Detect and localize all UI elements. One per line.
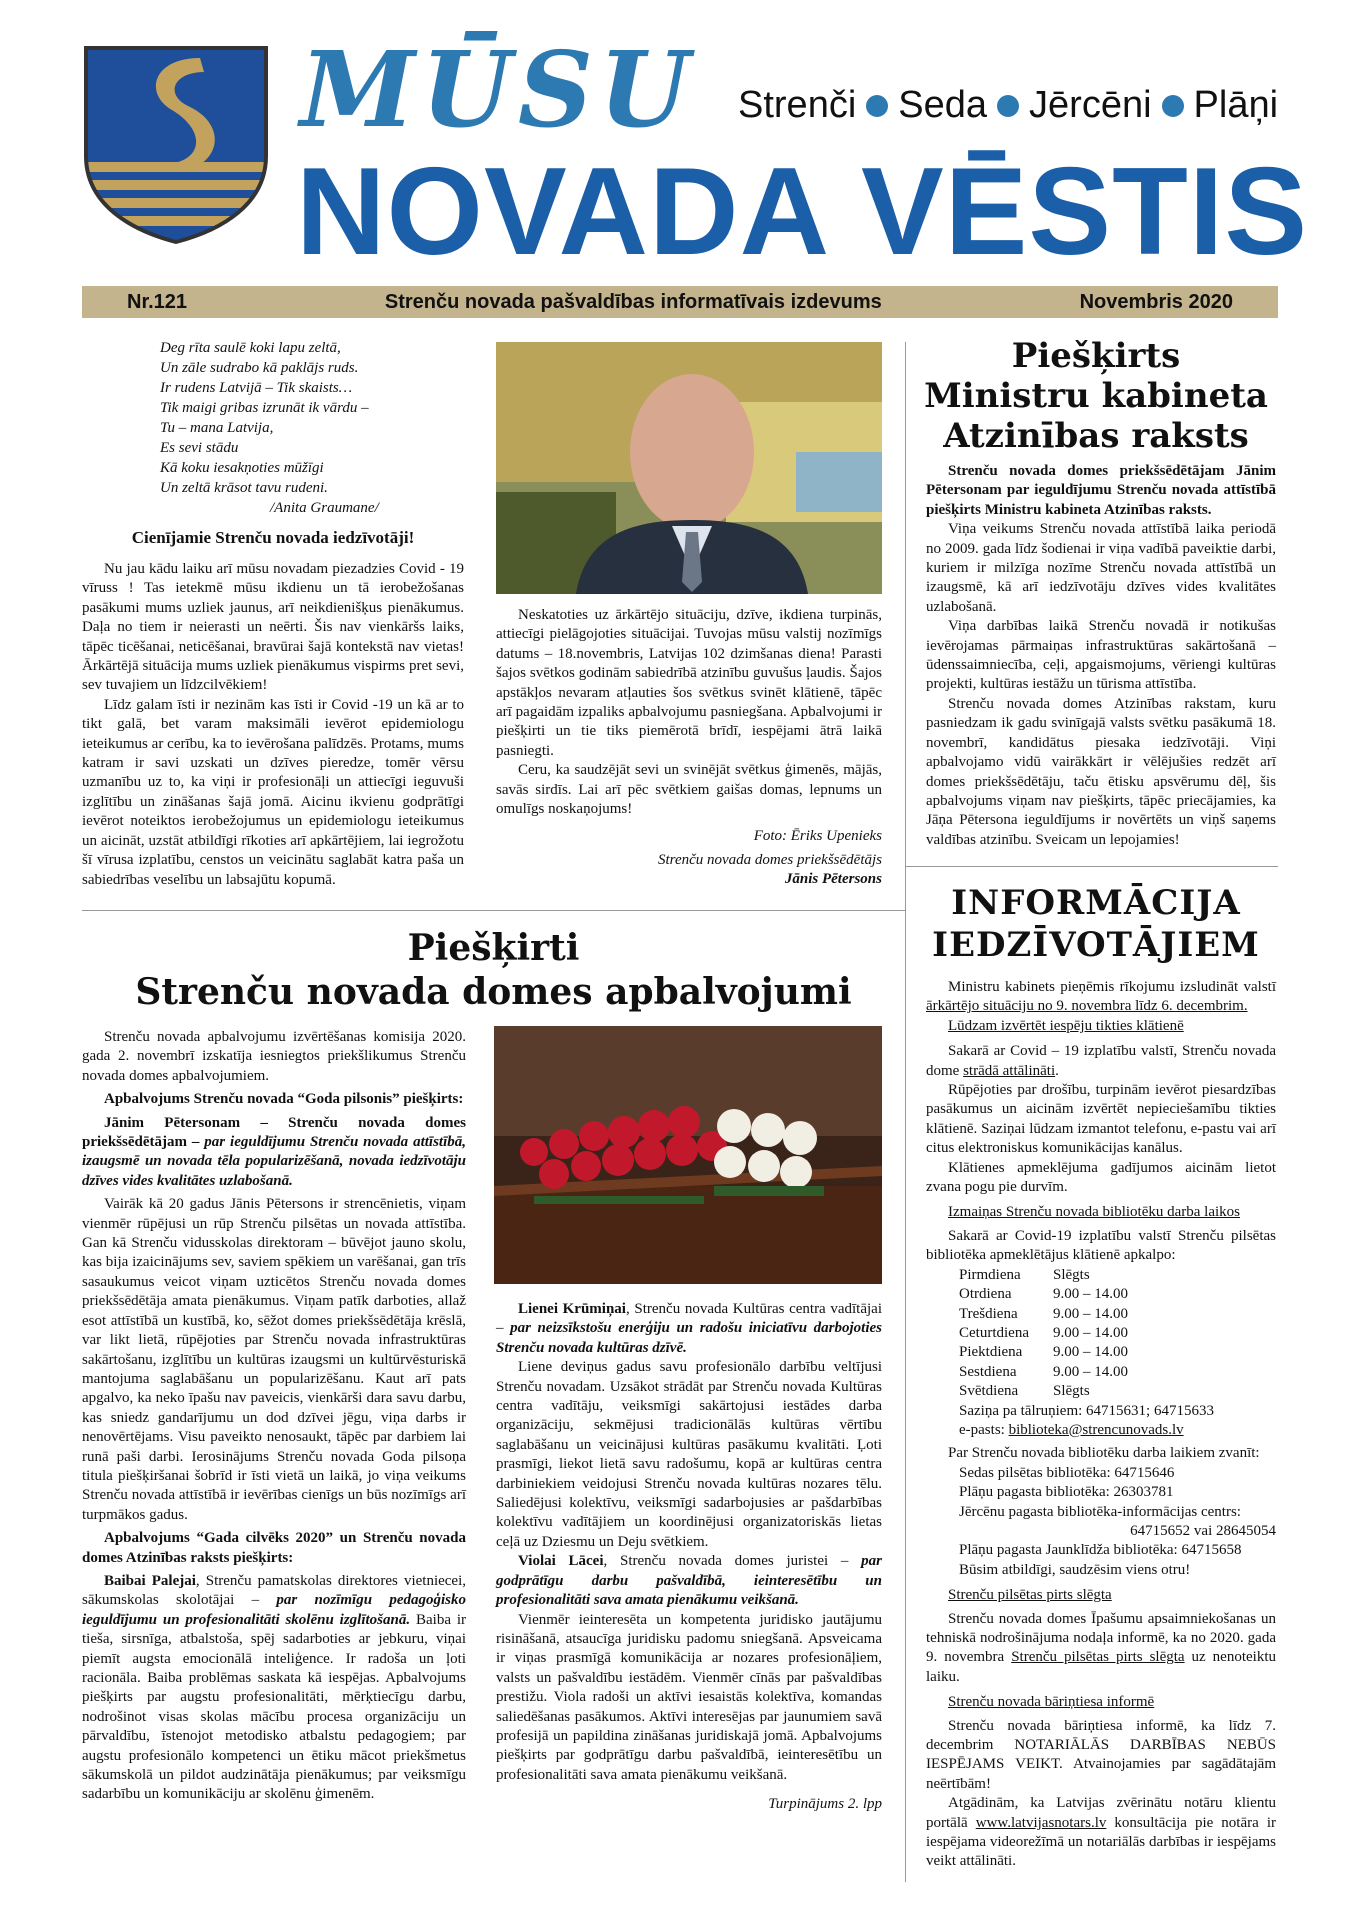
paragraph: Neskatoties uz ārkārtējo situāciju, dzīve, ikdiena turpinās, attiecīgi pielāgojoties situācijai. Tuvojas mūsu valstij nozīmīgs datums – 18.novembris, Latvijas 102 dzimšanas diena! Parasti šajos svētkos godinām sabiedrībā atzinību guvušus ļaudis. Šajos apstākļos nevaram atļauties šos svētkus svinēt klātienē, tāpēc arī pagaidām izpaliks apbalvojumu pasniegšana. Apbalvojumi ir piešķirti un tie tiks piemērotā brīdī, iespējami ātrā laikā pasniegti. — [496, 607, 882, 759]
library-line: Jērcēnu pagasta bibliotēka-informācijas centrs: — [959, 1503, 1241, 1520]
awards-mid-column — [496, 1300, 882, 1815]
library-line: Plāņu pagasta Jaunklīdža bibliotēka: 64715658 — [959, 1542, 1242, 1559]
title-line: INFORMĀCIJA — [951, 883, 1241, 923]
schedule-hours: 9.00 – 14.00 — [1053, 1305, 1128, 1322]
continued-note: Turpinājums 2. lpp — [768, 1796, 882, 1813]
text: e-pasts: — [959, 1421, 1009, 1438]
text: par nozīmīgu pedagoģisko ieguldījumu un profesionalitāti skolēnu izglītošanā. — [82, 1592, 466, 1628]
library-line: Būsim atbildīgi, saudzēsim viens otru! — [959, 1561, 1191, 1578]
poem-line: Ir rudens Latvijā – Tik skaists… — [160, 380, 353, 396]
title-line: IEDZĪVOTĀJIEM — [932, 925, 1260, 965]
text: Atgādinām, ka Latvijas zvērinātu notāru klientu portālā — [926, 1795, 1276, 1831]
text: , Strenču novada domes juristei – — [603, 1553, 849, 1570]
paragraph: Nu jau kādu laiku arī mūsu novadam piezadzies Covid - 19 vīruss ! Tas ietekmē mūsu ikdienu un tā ierobežošanas pasākumi mums uzliek jaunus, arī neikdienišķus pienākumus. Daļa no tiem ir neierasti un neērti. Šis nav vienkāršs laiks, tāpēc ticēšanai, neticēšanai, bravūrai šajā kontekstā nav vietas! Ārkārtējā situācija mums uzliek pienākumus vispirms pret sevi, sev tuvajiem un līdzcilvēkiem! — [82, 561, 464, 694]
title-line: Atzinības raksts — [943, 416, 1249, 456]
poem-line: Tik maigi gribas izrunāt ik vārdu – — [160, 400, 369, 416]
portrait-photo — [496, 342, 882, 594]
info-subheading: Strenču pilsētas pirts slēgta — [948, 1587, 1112, 1604]
text: Violai Lācei — [518, 1553, 604, 1570]
poem-line: Un zāle sudrabo kā paklājs ruds. — [160, 360, 359, 376]
schedule-day: Trešdiena — [959, 1305, 1018, 1322]
paragraph: Viņa veikums Strenču novada attīstībā laika periodā no 2009. gada līdz šodienai ir viņa vadībā paveiktie darbi, kuriem ir milzīga nozīme Strenču novada attīstībā un izaugsmē, kā arī iedzīvotāju dzīves vides kvalitātes uzlabošanā. — [926, 521, 1276, 615]
signature-name: Jānis Pētersons — [784, 871, 882, 888]
paragraph — [496, 1300, 882, 1358]
intro-left-column — [82, 560, 464, 890]
schedule-day: Svētdiena — [959, 1383, 1019, 1400]
poem-line: Deg rīta saulē koki lapu zeltā, — [160, 340, 341, 356]
text: par godprātīgu darbu pašvaldībā, ieinteresētību un profesionalitāti sava amata pienākumu veikšanā. — [496, 1553, 883, 1609]
masthead-title: NOVADA VĒSTIS — [296, 143, 1309, 281]
library-schedule — [959, 1266, 1219, 1402]
text: uz nenoteiktu laiku. — [926, 1649, 1277, 1685]
paragraph: Ceru, ka saudzējāt sevi un svinējāt svētkus ģimenēs, mājās, savās sirdīs. Lai arī pēc svētkiem gaišas domas, lepnums un omulīgs noskaņojums! — [496, 762, 882, 818]
schedule-day: Ceturtdiena — [959, 1324, 1029, 1341]
library-line: 64715652 vai 28645054 — [1130, 1522, 1276, 1539]
title-line: Strenču novada domes apbalvojumi — [135, 971, 852, 1013]
award-heading: Apbalvojums “Gada cilvēks 2020” un Strenču novada domes Atzinības raksts piešķirts: — [82, 1530, 466, 1566]
paragraph: Viņa darbības laikā Strenču novadā ir notikušas ievērojamas pārmaiņas infrastruktūras sakārtošanā – ūdenssaimniecība, ceļi, apgaismojums, vēriengi kultūras projekti, kultūras iestāžu un tūrisma attīstība. — [926, 618, 1276, 693]
lead-paragraph: Strenču novada domes priekšsēdētājam Jānim Pētersonam par ieguldījumu Strenču novada attīstībā piešķirts Ministru kabineta Atzinības raksts. — [926, 463, 1276, 518]
award-heading: Apbalvojums Strenču novada “Goda pilsonis” piešķirts: — [104, 1091, 464, 1108]
photo-credit: Foto: Ēriks Upenieks — [753, 828, 882, 845]
schedule-day: Piektdiena — [959, 1344, 1023, 1361]
library-email-line — [926, 1421, 1276, 1440]
schedule-hours: Slēgts — [1053, 1383, 1090, 1400]
text: par ieguldījumu Strenču novada attīstībā, izaugsmē un novada tēla popularizēšanā, novada iedzīvotāju dzīves vides kvalitātes uzlabošanā. — [82, 1134, 467, 1189]
bullet-dot-icon — [866, 95, 888, 117]
paragraph: Vairāk kā 20 gadus Jānis Pētersons ir strencēnietis, viņam vienmēr rūpējusi un rūp Strenču pilsētas un novada attīstība. Gan kā Strenču vidusskolas direktoram – būvējot jauno skolu, kas bija izaicinājums sev, saviem spēkiem un varēšanai, gan trīs sasaukumus veicot viņam uzticētos Strenču novada domes priekšsēdētāja amata pienākumus. Viņam patīk darboties, allaž esot attīstībā un kustībā, ko, sēžot domes priekšsēdētāja krēslā, var likt lietā, rūpējoties par Strenču novada infrastruktūras sakārtošanu, izglītību un kultūras izaugsmi un kultūrvēsturiskā mantojuma saglabāšanu un popularizēšanu. Kaut arī pats apgalvo, ka neko īpašu nav paveicis, vienkārši dara savu darbu, kas sniedz gandarījumu un dod dzīvei jēgu, viņa darbs ir nenovērtējams. Visu paveikto nenosaukt, tāpēc par darbiem lai runā paši darbi. Ierosinājums Strenču novada Goda pilsoņa titula piešķiršanai šobrīd ir īsti vietā un laikā, jo viņa veikums Strenču novada attīstībā ir ievērības cienīgs un būs nozīmīgs arī turpmākos gadus. — [82, 1196, 466, 1523]
bullet-dot-icon — [1162, 95, 1184, 117]
column-divider — [905, 342, 906, 1882]
text: strādā attālināti — [963, 1062, 1056, 1079]
towns-list — [738, 84, 1278, 127]
section-divider — [905, 866, 1278, 867]
library-line: Sedas pilsētas bibliotēka: 64715646 — [959, 1464, 1175, 1481]
town-name: Strenči — [738, 84, 857, 126]
text: Jānim Pētersonam – Strenču novada domes priekšsēdētājam – — [82, 1114, 466, 1151]
text: konsultācija pie notāra ir iespējama videorežīmā un notariālās darbības ir iespējams veikt attālināti. — [926, 1814, 1276, 1870]
roses-photo — [494, 1026, 882, 1284]
schedule-hours: 9.00 – 14.00 — [1053, 1286, 1128, 1303]
text: Baiba ir tieša, sirsnīga, atbalstoša, spēj sadarboties ar jebkuru, viņai piemīt augsta emocionālā inteliģence. Ir radoša un ļoti racionāla. Baiba problēmas saskata kā iespējas. Apbalvojums piešķirts par augstu profesionalitāti, mērķtiecīgu darbu, nodrošinot visas skolas mācību procesa organizāciju un pārvaldību, īstenojot metodisko atbalstu pedagogiem; par augstu profesionālo kompetenci un ētiku mācot priekšmetus sākumskolā un pildot audzinātāja pienākumus; par veiksmīgu sadarbību un komunikāciju ar skolēnu ģimenēm. — [82, 1611, 466, 1803]
schedule-hours: 9.00 – 14.00 — [1053, 1344, 1128, 1361]
info-subheading: Lūdzam izvērtēt iespēju tikties klātienē — [948, 1017, 1184, 1034]
paragraph: Strenču novada domes Atzinības rakstam, kuru pasniedzam ik gadu svinīgajā valsts svētku pasākumā 18. novembrī, kandidātus piesaka iedzīvotāji. Viņi apbalvojamo vidū vairākkārt ir vēlējušies redzēt arī domes priekšsēdētāju, taču ētisku apsvērumu dēļ, šis apbalvojums viņam nav piešķirts, tāpēc priecājamies, ka Jāņa Pētersona ieguldījums ir novērtēts un viņš saņems valdības atzinību. Sveicam un lepojamies! — [926, 695, 1276, 848]
coat-of-arms-logo — [82, 44, 270, 244]
paragraph — [496, 1552, 882, 1610]
intro-mid-column — [496, 606, 882, 890]
town-name: Plāņi — [1193, 84, 1279, 126]
signature-role: Strenču novada domes priekšsēdētājs — [658, 851, 882, 868]
paragraph — [82, 1572, 466, 1805]
paragraph — [82, 1114, 466, 1192]
awards-title — [82, 926, 905, 1014]
paragraph: Līdz galam īsti ir nezinām kas īsti ir Covid -19 un kā ar to tikt galā, bet varam maksimāli ievērot epidemiologu ieteikumus ar cerību, ka to ievērošana palīdzēs. Protams, mums katram ir savi uzskati un dzīves pieredze, tomēr vērsu uzmanību uz to, ka viņi ir profesionāļi un attiecīgi ieguvuši izglītību un zināšanas šajā jomā. Aicinu ikvienu godprātīgi ievērot noteiktos ierobežojumus un epidemiologu ieteikumus un aicināt, uzstāt atbildīgi rīkoties arī apkārtējiem, lai iegrožotu šī vīrusa izplatību, censtos un veicinātu saglabāt katra paša un sabiedrības veselību un labsajūtu kopumā. — [82, 696, 464, 888]
awards-left-column — [82, 1028, 466, 1805]
mk-award-body — [926, 462, 1276, 850]
title-line: Piešķirti — [407, 927, 580, 969]
issue-number: Nr.121 — [127, 290, 188, 313]
schedule-hours: 9.00 – 14.00 — [1053, 1363, 1128, 1380]
section-divider — [82, 910, 905, 911]
paragraph — [926, 1042, 1276, 1081]
paragraph — [926, 1794, 1276, 1872]
paragraph: Liene deviņus gadus savu profesionālo darbību veltījusi Strenču novadam. Uzsākot strādāt par Strenču novada Kultūras centra vadītāju, veiksmīgi sakārtojusi iestādes darba organizāciju, sekmējusi tradicionālās kultūras vērtību saglabāšanu un veicinājusi kultūras pasākumu kvalitāti. Ļoti prasmīgi, liekot lietā savu radošumu, kopā ar kultūras centra darbiniekiem veidojusi Strenču novada kultūras nozares tēlu. Saliedējusi kolektīvu, veiksmīgi sadarbojusies ar pašdarbības kolektīvu vadītājiem un koordinējusi organizatoriskās lietas ceļā uz Dziesmu un Deju svētkiem. — [496, 1359, 882, 1550]
poem-line: Un zeltā krāsot tavu rudeni. — [160, 480, 328, 496]
info-subheading: Izmaiņas Strenču novada bibliotēku darba laikos — [948, 1204, 1240, 1221]
masthead-musu: MŪSU — [300, 28, 696, 151]
text: Strenču novada domes Īpašumu apsaimniekošanas un tehniskā nodrošinājuma nodaļa informē, ka no 2020. gada 9. novembra — [926, 1610, 1276, 1666]
library-line: Plāņu pagasta bibliotēka: 26303781 — [959, 1484, 1174, 1501]
paragraph: Strenču novada bāriņtiesa informē, ka līdz 7. decembrim NOTARIĀLĀS DARBĪBAS NEBŪS IESPĒJAMS VEIKT. Atvainojamies par sagādātajām neērtībām! — [926, 1717, 1276, 1792]
library-email-link[interactable]: biblioteka@strencunovads.lv — [1008, 1421, 1184, 1438]
info-title — [916, 882, 1276, 966]
schedule-day: Otrdiena — [959, 1286, 1012, 1303]
issue-date: Novembris 2020 — [1079, 290, 1233, 313]
mk-award-title — [916, 336, 1276, 456]
text: Ministru kabinets pieņēmis rīkojumu izsludināt valstī — [948, 979, 1276, 995]
publication-subtitle: Strenču novada pašvaldības informatīvais izdevums — [384, 290, 882, 313]
poem — [160, 338, 520, 518]
text: Baibai Palejai — [104, 1572, 196, 1589]
paragraph: Strenču novada apbalvojumu izvērtēšanas komisija 2020. gada 2. novembrī izskatīja iesniegtos priekšlikumus Strenču novada domes apbalvojumiem. — [82, 1029, 466, 1084]
paragraph: Par Strenču novada bibliotēku darba laikiem zvanīt: — [948, 1445, 1260, 1462]
schedule-hours: Slēgts — [1053, 1266, 1090, 1283]
title-line: Piešķirts — [1011, 336, 1181, 376]
text: . — [1055, 1062, 1059, 1079]
paragraph — [926, 1610, 1276, 1688]
info-body — [926, 978, 1276, 1872]
issue-info-bar — [82, 286, 1278, 318]
poem-line: Kā koku iesakņoties mūžīgi — [160, 460, 324, 476]
schedule-day: Pirmdiena — [959, 1266, 1021, 1283]
text: Sakarā ar Covid – 19 izplatību valstī, Strenču novada dome — [926, 1043, 1276, 1079]
poem-author: /Anita Graumane/ — [270, 500, 379, 516]
info-subheading: Strenču novada bāriņtiesa informē — [948, 1694, 1155, 1711]
paragraph: Rūpējoties par drošību, turpinām ievērot piesardzības pasākumus un aicinām izvērtēt nepieciešamību tikties klātienē. Saziņai lūdzam izmantot telefonu, e-pastu vai arī citus elektroniskus komunikācijas kanālus. — [926, 1082, 1276, 1157]
bullet-dot-icon — [997, 95, 1019, 117]
text: , Strenču pamatskolas direktores vietniecei, sākumskolas skolotājai – — [82, 1572, 466, 1609]
text: par neizsīkstošu enerģiju un radošu iniciatīvu darbojoties Strenču novada kultūras dzīvē. — [496, 1320, 883, 1356]
text: Strenču pilsētas pirts slēgta — [1011, 1649, 1185, 1666]
text: Lienei Krūmiņai — [518, 1301, 626, 1317]
paragraph: Klātienes apmeklējuma gadījumos aicinām lietot zvana pogu pie durvīm. — [926, 1159, 1276, 1196]
paragraph: Vienmēr ieinteresēta un kompetenta juridisko jautājumu risināšanā, atsaucīga juridisku padomu sniegšanā. Apsveicama ir viņas prasmīgā komunikācija ar nozares profesionāļiem, valsts un pašvaldību iestādēm. Vienmēr cīnās par pašvaldības prestižu. Viola radoši un aktīvi iesaistās kolektīva, komandas saliedēšanas pasākumos. Aktīvi interesējas par jaunumiem savā profesijā un papildina zināšanas juridiskajā jomā. Apbalvojums piešķirts par godprātīgu darbu pašvaldībā, ieinteresētību un profesionalitāti sava amata pienākumu veikšanā. — [496, 1611, 882, 1783]
text: ārkārtējo situāciju no 9. novembra līdz 6. decembrim. — [926, 998, 1248, 1015]
paragraph: Sakarā ar Covid-19 izplatību valstī Strenču pilsētas bibliotēka apmeklētājus klātienē apkalpo: — [926, 1227, 1276, 1264]
poem-line: Es sevi stādu — [160, 440, 239, 456]
schedule-hours: 9.00 – 14.00 — [1053, 1324, 1128, 1341]
paragraph — [926, 978, 1276, 1017]
poem-line: Tu – mana Latvija, — [160, 420, 274, 436]
schedule-day: Sestdiena — [959, 1363, 1017, 1380]
library-phones: Saziņa pa tālruņiem: 64715631; 64715633 — [959, 1402, 1214, 1419]
town-name: Jērcēni — [1029, 84, 1152, 126]
greeting-heading: Cienījamie Strenču novada iedzīvotāji! — [131, 528, 415, 547]
town-name: Seda — [898, 84, 988, 126]
notary-portal-link[interactable]: www.latvijasnotars.lv — [975, 1814, 1107, 1831]
title-line: Ministru kabineta — [924, 376, 1268, 416]
text: , Strenču novada Kultūras centra vadītājai – — [496, 1301, 882, 1337]
